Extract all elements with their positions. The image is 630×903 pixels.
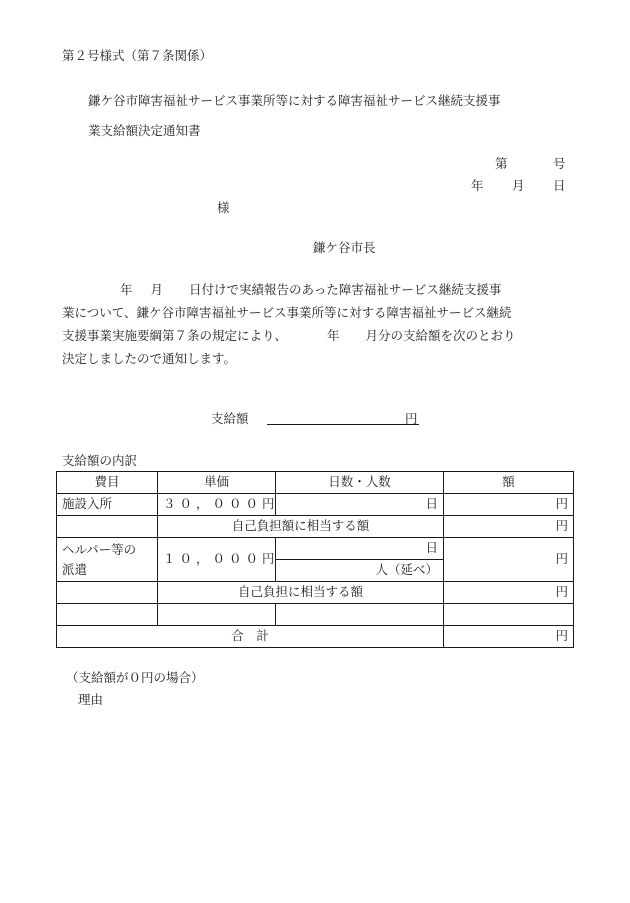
helper-self-pay-label: 自己負担に相当する額 [158, 582, 444, 604]
doc-number-suffix: 号 [553, 156, 566, 171]
helper-item [57, 538, 158, 582]
header-item: 費目 [57, 472, 158, 494]
blank-cell-1 [57, 604, 158, 626]
body-year: 年 [120, 282, 133, 297]
helper-self-pay-amount: 円 [444, 582, 574, 604]
zero-case-reason: 理由 [78, 692, 104, 707]
helper-unit-price: １０，０００円 [158, 538, 276, 582]
table-row-total [57, 626, 574, 648]
helper-days: 日 [276, 538, 444, 560]
body-month: 月 [150, 282, 164, 297]
body-year2: 年 [327, 328, 340, 343]
facility-days: 日 [276, 494, 444, 516]
document-title-line2: 業支給額決定通知書 [88, 123, 201, 138]
total-label: 合 計 [57, 626, 444, 648]
body-line-4: 決定しましたので通知します。 [62, 351, 237, 366]
document-title-line1: 鎌ケ谷市障害福祉サービス事業所等に対する障害福祉サービス継続支援事 [88, 93, 501, 108]
body-line3-text: 支援事業実施要綱第７条の規定により、 [62, 328, 288, 343]
total-amount: 円 [444, 626, 574, 648]
header-unit-price: 単価 [158, 472, 276, 494]
helper-item-line2: 派遣 [62, 561, 88, 577]
addressee-suffix: 様 [217, 200, 230, 215]
notice-body [62, 278, 574, 370]
header-amount: 額 [444, 472, 574, 494]
table-row-facility-self-pay [57, 516, 574, 538]
helper-people: 人（延べ） [276, 560, 444, 582]
table-row-facility [57, 494, 574, 516]
zero-case-label: （支給額が０円の場合） [66, 670, 204, 685]
facility-item: 施設入所 [57, 494, 158, 516]
table-header-row [57, 472, 574, 494]
facility-self-pay-amount: 円 [444, 516, 574, 538]
facility-self-pay-label: 自己負担額に相当する額 [158, 516, 444, 538]
helper-amount: 円 [444, 538, 574, 582]
body-line-1 [62, 278, 574, 301]
body-month-text: 月分の支給額を次のとおり [365, 328, 516, 343]
table-row-helper-self-pay [57, 582, 574, 604]
helper-self-item-cell [57, 582, 158, 604]
facility-self-item-cell [57, 516, 158, 538]
blank-cell-2 [158, 604, 276, 626]
facility-amount: 円 [444, 494, 574, 516]
blank-cell-3 [276, 604, 444, 626]
date-year: 年 [471, 178, 484, 193]
payment-unit: 円 [405, 411, 418, 426]
payment-amount-field [267, 424, 419, 425]
date-day: 日 [553, 178, 566, 193]
breakdown-table [56, 471, 574, 648]
issuer-name: 鎌ケ谷市長 [313, 240, 376, 255]
body-line-3 [62, 324, 574, 347]
body-day-text: 日付けで実績報告のあった障害福祉サービス継続支援事 [189, 282, 502, 297]
body-line-2: 業について、鎌ケ谷市障害福祉サービス事業所等に対する障害福祉サービス継続 [62, 305, 512, 320]
doc-number-prefix: 第 [495, 156, 508, 171]
payment-label: 支給額 [211, 411, 249, 426]
table-row-helper [57, 538, 574, 560]
header-days-people: 日数・人数 [276, 472, 444, 494]
form-number: 第２号様式（第７条関係） [62, 48, 213, 63]
date-month: 月 [512, 178, 525, 193]
facility-unit-price: ３０，０００円 [158, 494, 276, 516]
blank-cell-4 [444, 604, 574, 626]
breakdown-caption: 支給額の内訳 [62, 453, 138, 468]
helper-item-line1: ヘルパー等の [62, 541, 137, 557]
table-row-blank [57, 604, 574, 626]
